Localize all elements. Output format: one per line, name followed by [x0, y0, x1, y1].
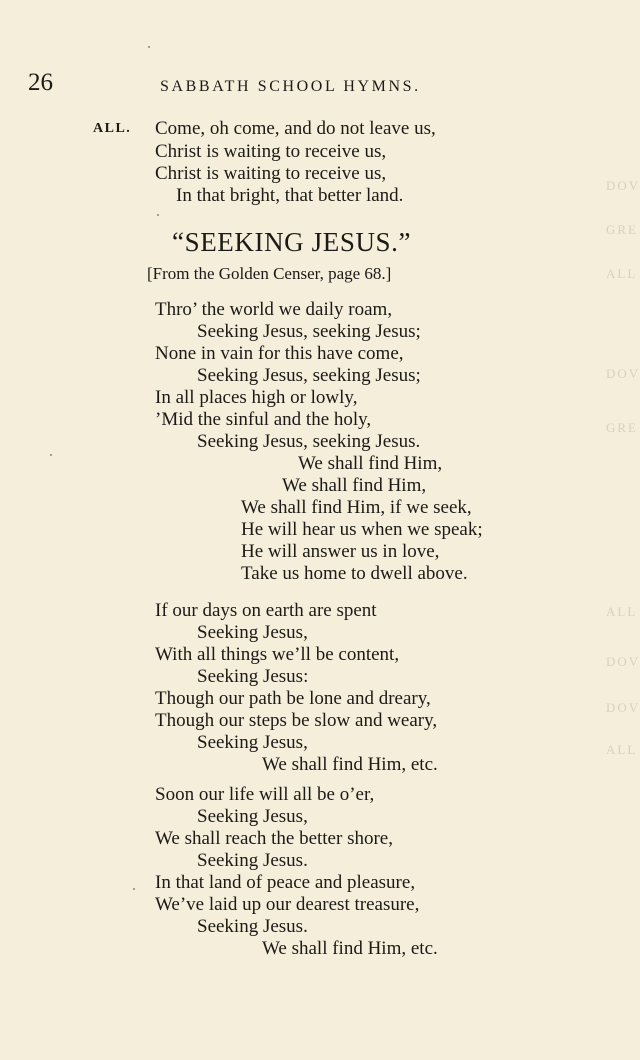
print-speck	[157, 214, 159, 216]
chorus-line: Christ is waiting to receive us,	[155, 163, 387, 184]
verse-line: We shall reach the better shore,	[155, 828, 393, 849]
show-through-text: ALL	[606, 742, 638, 757]
verse-line: Take us home to dwell above.	[241, 563, 468, 584]
show-through-text: DOV	[606, 366, 640, 381]
verse-line: None in vain for this have come,	[155, 343, 404, 364]
hymn-source-note: [From the Golden Censer, page 68.]	[147, 264, 392, 283]
verse-line: Seeking Jesus, seeking Jesus;	[197, 321, 421, 342]
verse-line: Seeking Jesus.	[197, 916, 308, 937]
verse-line: With all things we’ll be content,	[155, 644, 400, 665]
verse-line: We shall find Him,	[298, 453, 443, 474]
verse-line: Seeking Jesus:	[197, 666, 309, 687]
show-through-text: DOV	[606, 700, 640, 715]
verse-line: Though our path be lone and dreary,	[155, 688, 431, 709]
show-through-text: GRE	[606, 420, 638, 435]
verse-line: We shall find Him,	[282, 475, 427, 496]
show-through-text: ALL	[606, 604, 638, 619]
show-through-text: ALL	[606, 266, 638, 281]
running-head: SABBATH SCHOOL HYMNS.	[160, 78, 421, 95]
show-through-text: DOV	[606, 178, 640, 193]
print-speck	[148, 46, 150, 48]
verse-line: We shall find Him, etc.	[262, 938, 438, 959]
verse-line: Though our steps be slow and weary,	[155, 710, 438, 731]
verse-line: Seeking Jesus, seeking Jesus.	[197, 431, 421, 452]
verse-line: Thro’ the world we daily roam,	[155, 299, 393, 320]
verse-line: We shall find Him, etc.	[262, 754, 438, 775]
verse-line: Seeking Jesus,	[197, 806, 308, 827]
verse-line: Seeking Jesus,	[197, 622, 308, 643]
chorus-line: Christ is waiting to receive us,	[155, 141, 387, 162]
verse-line: He will answer us in love,	[241, 541, 440, 562]
hymn-title: “SEEKING JESUS.”	[172, 227, 412, 257]
show-through-text: DOV	[606, 654, 640, 669]
verse-line: We shall find Him, if we seek,	[241, 497, 472, 518]
chorus-line: In that bright, that better land.	[176, 185, 404, 206]
verse-line: Soon our life will all be o’er,	[155, 784, 375, 805]
print-speck	[50, 454, 52, 456]
verse-line: We’ve laid up our dearest treasure,	[155, 894, 420, 915]
show-through-text: GRE	[606, 222, 638, 237]
verse-line: In all places high or lowly,	[155, 387, 358, 408]
verse-line: ’Mid the sinful and the holy,	[155, 409, 372, 430]
verse-line: Seeking Jesus.	[197, 850, 308, 871]
print-speck	[133, 888, 135, 890]
verse-line: In that land of peace and pleasure,	[155, 872, 416, 893]
verse-line: Seeking Jesus,	[197, 732, 308, 753]
verse-line: If our days on earth are spent	[155, 600, 377, 621]
chorus-speaker-label: ALL.	[93, 121, 132, 136]
verse-line: Seeking Jesus, seeking Jesus;	[197, 365, 421, 386]
page-number: 26	[28, 69, 53, 96]
verse-line: He will hear us when we speak;	[241, 519, 483, 540]
chorus-line: Come, oh come, and do not leave us,	[155, 118, 436, 139]
